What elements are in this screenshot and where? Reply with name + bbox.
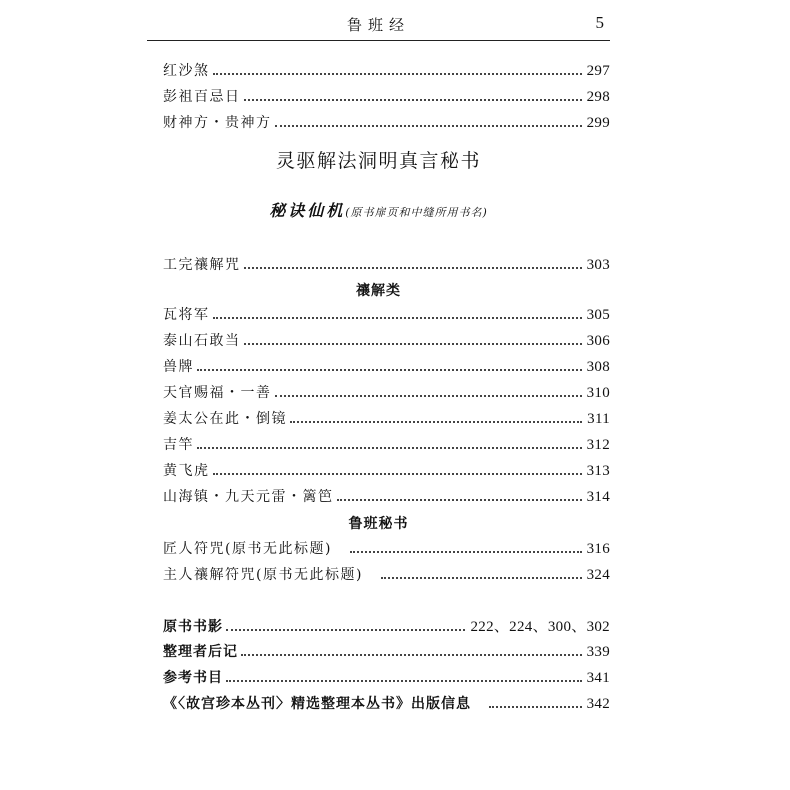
toc-entry-label: 财神方・贵神方 [163,115,272,131]
toc-entry-label: 工完禳解咒 [163,257,241,273]
toc-entry-label: 瓦将军 [163,307,210,323]
leader-dots [213,473,582,475]
subtitle-main: 秘诀仙机 [269,201,346,220]
toc-entry-page: 341 [586,670,610,686]
toc-entry-page: 313 [586,463,610,479]
toc-entry-label: 山海镇・九天元雷・篱笆 [163,489,334,505]
toc-entry-page: 303 [586,257,610,273]
toc-entry-page: 299 [586,115,610,131]
toc-entry [163,302,610,324]
toc-entry [163,458,610,480]
toc-entry-page: 316 [586,541,610,557]
toc-entry-label: 天官赐福・一善 [163,385,272,401]
toc-entry [163,614,610,636]
leader-dots [489,706,582,708]
toc-entry [163,380,610,402]
toc-entry [163,536,610,558]
toc-entry-label: 匠人符咒(原书无此标题) [163,541,332,557]
toc-entry-page: 308 [586,359,610,375]
leader-dots [350,551,582,553]
toc-entry-page: 312 [586,437,610,453]
toc-entry-page: 298 [586,89,610,105]
subtitle [147,198,610,221]
leader-dots [275,125,582,127]
toc-entry-label: 彭祖百忌日 [163,89,241,105]
leader-dots [244,99,582,101]
toc-entry-label: 《〈故宫珍本丛刊〉精选整理本丛书》出版信息 [163,696,471,712]
leader-dots [244,343,582,345]
toc-entry-page: 306 [586,333,610,349]
leader-dots [337,499,582,501]
leader-dots [226,629,465,631]
toc-entry [163,252,610,274]
section-title: 灵驱解法洞明真言秘书 [275,150,481,172]
toc-entry-label: 吉竿 [163,437,194,453]
toc-entry-label: 红沙煞 [163,63,210,79]
toc-entry-page: 311 [587,411,610,427]
category-heading: 鲁班秘书 [348,516,409,532]
toc-entry [163,354,610,376]
subtitle-note: (原书扉页和中缝所用书名) [345,206,488,219]
header-page-number: 5 [595,13,604,32]
toc-entry [163,58,610,80]
toc-entry-label: 黄飞虎 [163,463,210,479]
toc-entry-page: 222、224、300、302 [470,619,610,635]
leader-dots [197,369,582,371]
toc-entry-label: 兽牌 [163,359,194,375]
leader-dots [244,267,582,269]
toc-entry-page: 342 [586,696,610,712]
toc-entry-label: 泰山石敢当 [163,333,241,349]
toc-entry-label: 原书书影 [163,619,223,635]
toc-entry-page: 339 [586,644,610,660]
toc-entry-page: 314 [586,489,610,505]
running-header [147,12,610,41]
leader-dots [213,317,582,319]
toc-entry-page: 297 [586,63,610,79]
toc-entry-page: 310 [586,385,610,401]
toc-entry-label: 姜太公在此・倒镜 [163,411,287,427]
leader-dots [241,654,582,656]
leader-dots [275,395,582,397]
toc-entry [163,328,610,350]
toc-entry [163,691,610,713]
toc-entry-label: 整理者后记 [163,644,238,660]
leader-dots [226,680,582,682]
leader-dots [290,421,582,423]
header-title: 鲁班经 [346,16,410,34]
toc-entry [163,406,610,428]
toc-entry [163,639,610,661]
category-heading: 禳解类 [356,283,401,299]
toc-entry [163,432,610,454]
toc-entry [163,484,610,506]
toc-entry [163,665,610,687]
toc-entry [163,562,610,584]
toc-entry-label: 参考书目 [163,670,223,686]
toc-entry [163,84,610,106]
leader-dots [197,447,582,449]
leader-dots [381,577,582,579]
toc-entry-page: 324 [586,567,610,583]
leader-dots [213,73,582,75]
toc-entry-page: 305 [586,307,610,323]
toc-entry-label: 主人禳解符咒(原书无此标题) [163,567,363,583]
toc-entry [163,110,610,132]
